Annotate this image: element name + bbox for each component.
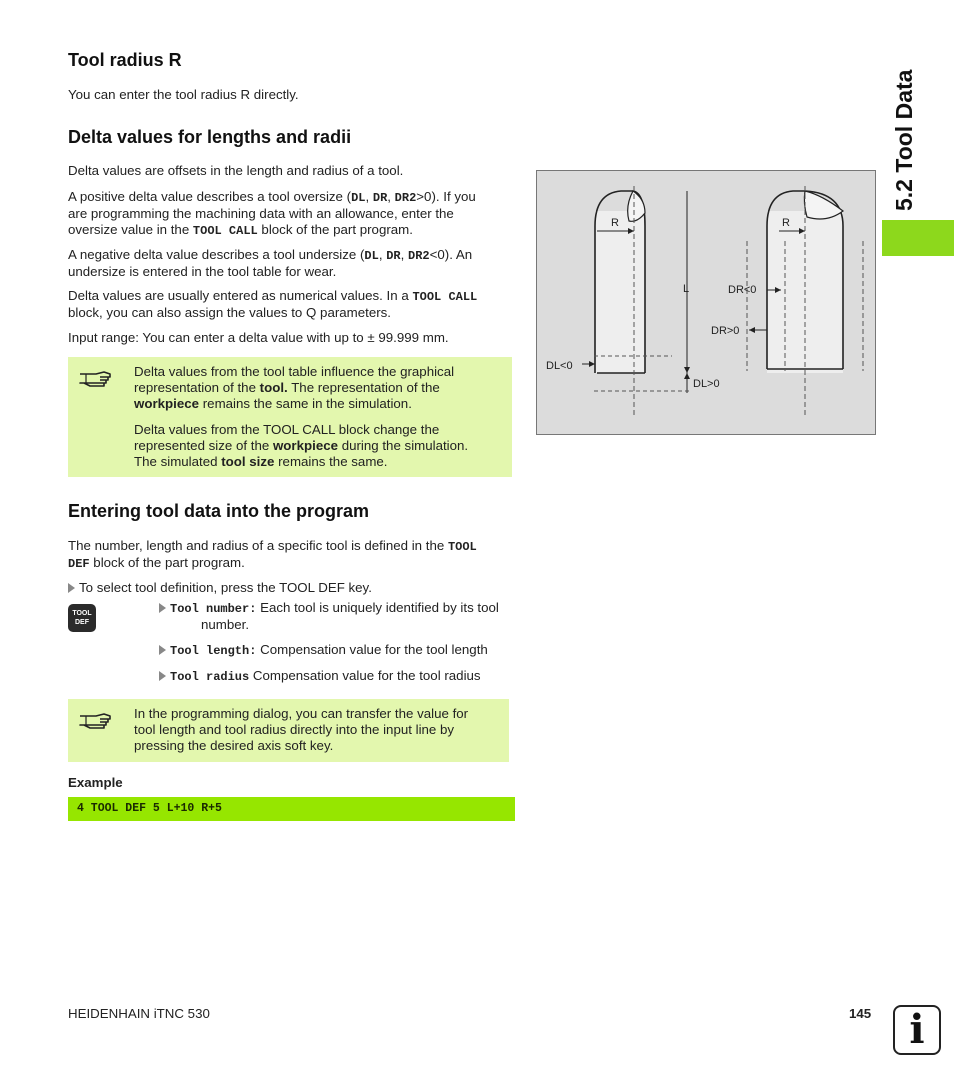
list-item-tool-radius: Tool radius Compensation value for the tool radius bbox=[159, 668, 519, 685]
diagram-svg bbox=[537, 171, 877, 436]
list-item-tool-number: Tool number: Each tool is uniquely identified by its tool number. bbox=[159, 600, 519, 633]
delta-paragraph-4: Delta values are usually entered as numerical values. In a TOOL CALL block, you can also assign the values to Q parameters. bbox=[68, 288, 478, 320]
label-r-left: R bbox=[611, 217, 619, 229]
left-tool-shape bbox=[582, 186, 692, 416]
heading-tool-radius: Tool radius R bbox=[68, 50, 182, 70]
chapter-title: 5.2 Tool Data bbox=[891, 69, 917, 211]
footer-product-name: HEIDENHAIN iTNC 530 bbox=[68, 1006, 210, 1021]
page-number: 145 bbox=[849, 1006, 872, 1021]
label-l: L bbox=[683, 283, 690, 295]
list-arrow-icon bbox=[159, 671, 166, 681]
delta-paragraph-5: Input range: You can enter a delta value with up to ± 99.999 mm. bbox=[68, 330, 449, 345]
label-dr-positive: DR>0 bbox=[711, 325, 740, 337]
pointing-hand-icon bbox=[78, 707, 112, 733]
tool-delta-diagram bbox=[536, 170, 876, 435]
list-item-tool-length: Tool length: Compensation value for the tool length bbox=[159, 642, 519, 659]
list-arrow-icon bbox=[159, 603, 166, 613]
example-code-line: 4 TOOL DEF 5 L+10 R+5 bbox=[77, 802, 222, 815]
chapter-tab-marker bbox=[882, 220, 954, 256]
list-arrow-icon bbox=[159, 645, 166, 655]
heading-entering-tool-data: Entering tool data into the program bbox=[68, 501, 369, 521]
delta-paragraph-3: A negative delta value describes a tool undersize (DL, DR, DR2<0). An undersize is entered in the tool table for wear. bbox=[68, 247, 473, 279]
example-code-block bbox=[68, 797, 515, 821]
label-dl-positive: DL>0 bbox=[693, 378, 720, 390]
note-box-programming-dialog: In the programming dialog, you can transfer the value for tool length and tool radius directly into the input line by pressing the desired axis soft key. bbox=[68, 699, 509, 762]
delta-paragraph-2: A positive delta value describes a tool oversize (DL, DR, DR2>0). If you are programming the machining data with an allowance, enter the oversize value in the TOOL CALL block of the part program. bbox=[68, 189, 476, 238]
entering-paragraph: The number, length and radius of a specific tool is defined in the TOOL DEF block of the part program. bbox=[68, 538, 477, 571]
example-heading: Example bbox=[68, 775, 123, 790]
label-r-right: R bbox=[782, 217, 790, 229]
delta-paragraph-1: Delta values are offsets in the length and radius of a tool. bbox=[68, 163, 404, 178]
info-icon: i bbox=[893, 1005, 941, 1055]
label-dr-negative: DR<0 bbox=[728, 284, 757, 296]
heading-delta-values: Delta values for lengths and radii bbox=[68, 127, 352, 147]
step-arrow-icon bbox=[68, 583, 75, 593]
tool-def-key-icon[interactable]: TOOL DEF bbox=[68, 604, 96, 632]
step-select-tool-def: To select tool definition, press the TOOL DEF key. bbox=[68, 580, 372, 596]
pointing-hand-icon bbox=[78, 365, 112, 391]
right-tool-shape bbox=[747, 186, 863, 416]
label-dl-negative: DL<0 bbox=[546, 360, 573, 372]
tool-radius-text: You can enter the tool radius R directly. bbox=[68, 87, 299, 102]
note-box-delta: Delta values from the tool table influence the graphical representation of the tool. The representation of the workpiece remains the same in the simulation. Delta values from the TOOL CALL block change the represented size of the workpiece during the simulation. The simulated tool size remains the same. bbox=[68, 357, 512, 477]
